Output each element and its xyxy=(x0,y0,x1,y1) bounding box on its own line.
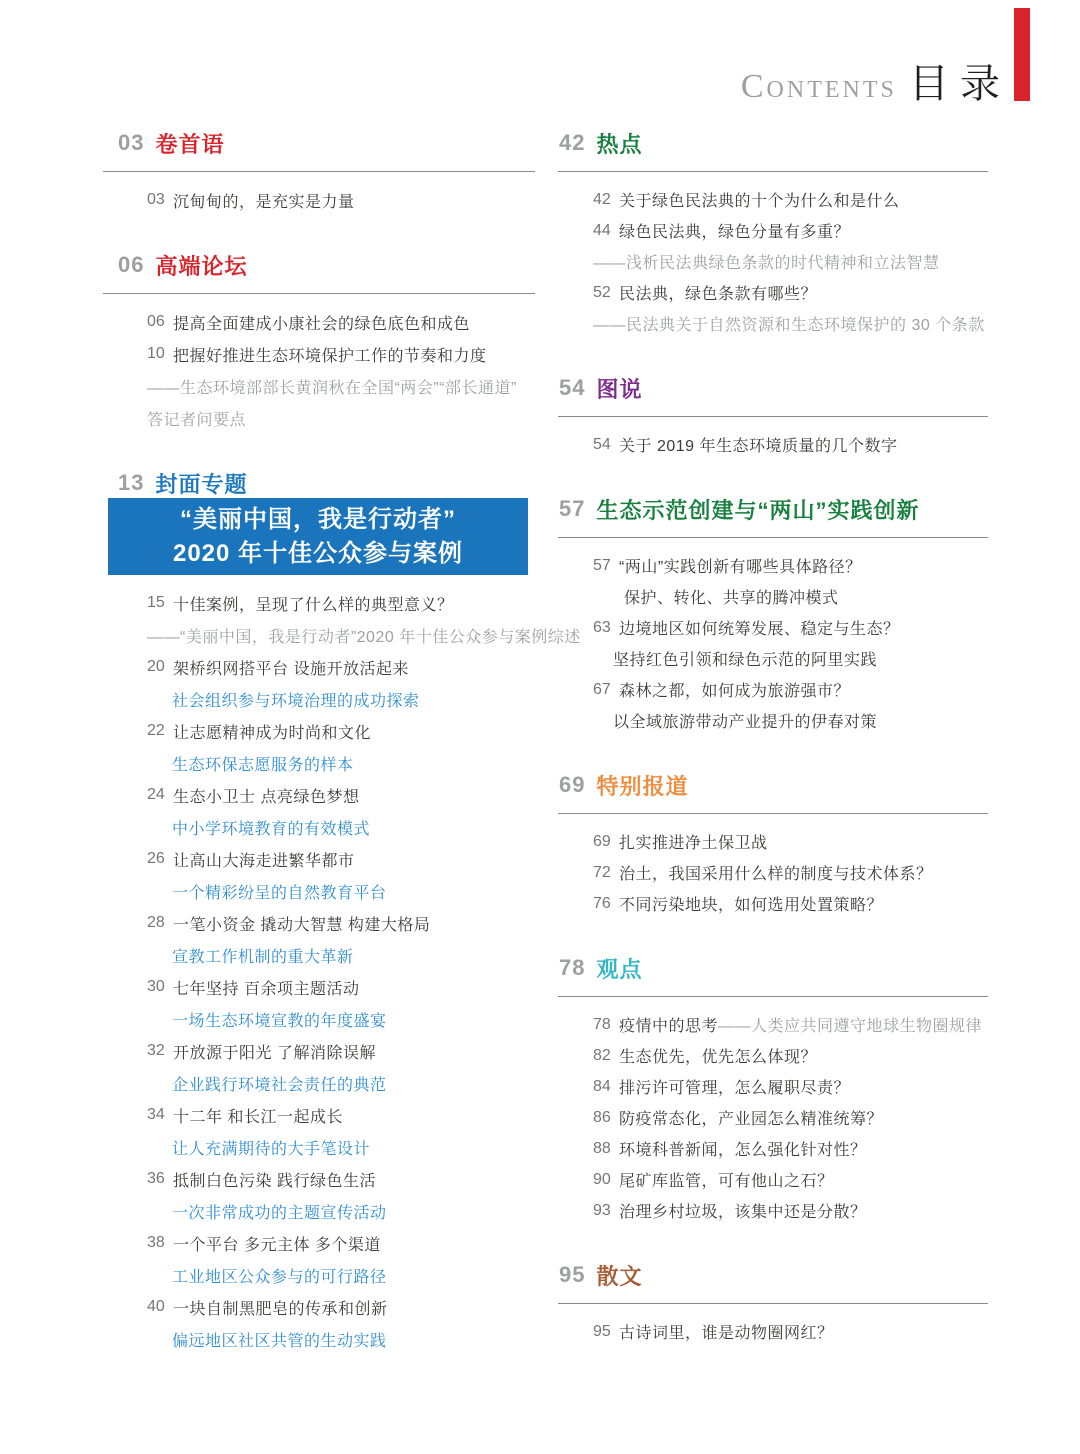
entry-page-number: 24 xyxy=(147,786,165,803)
entry-page-number: 22 xyxy=(147,722,165,739)
toc-entry xyxy=(558,643,988,674)
toc-entry xyxy=(103,587,535,619)
entry-page-number: 84 xyxy=(593,1077,611,1095)
toc-entry xyxy=(103,306,535,338)
toc-entry xyxy=(103,1067,535,1099)
toc-entry xyxy=(558,1316,988,1347)
toc-entry xyxy=(558,857,988,888)
entry-page-number: 90 xyxy=(593,1170,611,1188)
entry-text: 一块自制黑肥皂的传承和创新 xyxy=(173,1300,388,1318)
section-title: 图说 xyxy=(596,376,643,402)
contents-title-zh: 目 录 xyxy=(908,62,1000,106)
entry-page-number: 57 xyxy=(593,556,611,574)
entry-page-number: 93 xyxy=(593,1201,611,1219)
entry-page-number: 10 xyxy=(147,345,165,362)
entry-text: ——民法典关于自然资源和生态环境保护的 30 个条款 xyxy=(593,317,985,334)
entry-text: 疫情中的思考 xyxy=(619,1018,719,1035)
section-header xyxy=(103,468,535,498)
toc-entry xyxy=(558,1133,988,1164)
toc-entry xyxy=(103,1035,535,1067)
section-title: 封面专题 xyxy=(155,471,248,497)
entry-page-number: 69 xyxy=(593,832,611,850)
section-divider xyxy=(558,171,988,172)
entry-text: 坚持红色引领和绿色示范的阿里实践 xyxy=(613,652,878,669)
toc-section xyxy=(558,953,988,1226)
entry-page-number: 20 xyxy=(147,658,165,675)
entry-page-number: 44 xyxy=(593,221,611,239)
toc-entry xyxy=(103,907,535,939)
entry-page-number: 95 xyxy=(593,1322,611,1340)
section-header xyxy=(103,128,535,158)
section-header xyxy=(558,1260,988,1290)
entry-page-number: 82 xyxy=(593,1046,611,1064)
entry-text: 七年坚持 百余项主题活动 xyxy=(173,980,360,998)
entry-text: 保护、转化、共享的腾冲模式 xyxy=(624,590,839,607)
entry-text: 边境地区如何统筹发展、稳定与生态？ xyxy=(619,621,900,638)
entry-text: 社会组织参与环境治理的成功探索 xyxy=(172,692,420,710)
toc-entry xyxy=(558,1195,988,1226)
entry-text: 开放源于阳光 了解消除误解 xyxy=(173,1044,376,1062)
section-page-number: 78 xyxy=(559,955,586,980)
toc-entry xyxy=(558,1102,988,1133)
entry-text: 排污许可管理，怎么履职尽责？ xyxy=(619,1080,851,1097)
toc-section xyxy=(103,128,535,216)
section-header xyxy=(558,373,988,403)
section-page-number: 57 xyxy=(559,496,586,521)
section-title: 生态示范创建与“两山”实践创新 xyxy=(596,497,920,523)
toc-entry xyxy=(558,1040,988,1071)
section-title: 卷首语 xyxy=(155,131,225,157)
section-entries xyxy=(103,306,535,434)
entry-text: 沉甸甸的，是充实是力量 xyxy=(173,193,355,211)
entry-text: 让高山大海走进繁华都市 xyxy=(173,852,355,870)
toc-entry xyxy=(558,888,988,919)
section-header xyxy=(558,953,988,983)
section-entries xyxy=(558,429,988,460)
entry-page-number: 03 xyxy=(147,191,165,208)
entry-text: 十佳案例，呈现了什么样的典型意义？ xyxy=(173,596,454,614)
toc-entry xyxy=(103,619,581,651)
entry-text: 环境科普新闻，怎么强化针对性？ xyxy=(619,1142,867,1159)
entry-page-number: 06 xyxy=(147,313,165,330)
toc-entry xyxy=(558,826,988,857)
toc-entry xyxy=(103,338,535,370)
toc-entry xyxy=(103,939,535,971)
entry-text: “两山”实践创新有哪些具体路径？ xyxy=(619,559,862,576)
toc-entry xyxy=(103,184,535,216)
section-page-number: 54 xyxy=(559,375,586,400)
entry-page-number: 76 xyxy=(593,894,611,912)
entry-text: 抵制白色污染 践行绿色生活 xyxy=(173,1172,376,1190)
entry-page-number: 78 xyxy=(593,1015,611,1033)
section-header xyxy=(558,770,988,800)
entry-page-number: 28 xyxy=(147,914,165,931)
entry-text: 让人充满期待的大手笔设计 xyxy=(172,1140,371,1158)
entry-text: 尾矿库监管，可有他山之石？ xyxy=(619,1173,834,1190)
toc-entry xyxy=(103,1163,535,1195)
section-entries xyxy=(558,1009,988,1226)
section-entries xyxy=(558,1316,988,1347)
entry-text: 十二年 和长江一起成长 xyxy=(173,1108,343,1126)
section-entries xyxy=(558,826,988,919)
entry-text-gray: ——人类应共同遵守地球生物圈规律 xyxy=(718,1018,983,1035)
toc-section xyxy=(558,128,988,339)
entry-text: 工业地区公众参与的可行路径 xyxy=(172,1268,387,1286)
entry-text: 把握好推进生态环境保护工作的节奏和力度 xyxy=(173,347,487,365)
toc-entry xyxy=(103,843,535,875)
toc-entry xyxy=(103,971,535,1003)
toc-entry xyxy=(558,429,988,460)
entry-page-number: 38 xyxy=(147,1234,165,1251)
toc-entry xyxy=(558,277,988,308)
section-header xyxy=(103,250,535,280)
toc-entry xyxy=(103,747,535,779)
entry-page-number: 26 xyxy=(147,850,165,867)
toc-entry xyxy=(103,875,535,907)
entry-text: 生态优先，优先怎么体现？ xyxy=(619,1049,818,1066)
red-accent-bar xyxy=(1014,8,1030,101)
entry-text: 治理乡村垃圾，该集中还是分散？ xyxy=(619,1204,867,1221)
entry-text: ——生态环境部部长黄润秋在全国“两会”“部长通道” xyxy=(147,379,517,397)
entry-page-number: 54 xyxy=(593,435,611,453)
toc-entry xyxy=(103,370,535,402)
toc-section xyxy=(103,250,535,434)
toc-entry xyxy=(558,215,988,246)
entry-text: 一笔小资金 撬动大智慧 构建大格局 xyxy=(173,916,431,934)
section-entries xyxy=(103,184,535,216)
contents-title-en: Contents xyxy=(740,68,897,105)
toc-section xyxy=(558,373,988,460)
entry-page-number: 40 xyxy=(147,1298,165,1315)
entry-text: 防疫常态化，产业园怎么精准统筹？ xyxy=(619,1111,884,1128)
section-title: 高端论坛 xyxy=(155,253,248,279)
section-divider xyxy=(558,996,988,997)
cover-feature-banner xyxy=(108,498,528,575)
entry-page-number: 30 xyxy=(147,978,165,995)
toc-entry xyxy=(558,674,988,705)
entry-text: 关于 2019 年生态环境质量的几个数字 xyxy=(619,438,898,455)
toc-entry xyxy=(103,402,535,434)
toc-section xyxy=(558,494,988,736)
toc-entry xyxy=(558,612,988,643)
entry-text: 以全域旅游带动产业提升的伊春对策 xyxy=(613,714,878,731)
entry-text: 答记者问要点 xyxy=(147,411,247,429)
toc-entry xyxy=(103,779,535,811)
section-title: 观点 xyxy=(596,956,643,982)
toc-entry xyxy=(558,1164,988,1195)
entry-text: 绿色民法典，绿色分量有多重？ xyxy=(619,224,851,241)
toc-entry xyxy=(103,715,535,747)
section-divider xyxy=(558,1303,988,1304)
entry-text: 不同污染地块，如何选用处置策略？ xyxy=(619,897,884,914)
entry-text: 一个精彩纷呈的自然教育平台 xyxy=(172,884,387,902)
entry-text: ——“美丽中国，我是行动者”2020 年十佳公众参与案例综述 xyxy=(147,628,581,646)
entry-page-number: 63 xyxy=(593,618,611,636)
entry-text: 让志愿精神成为时尚和文化 xyxy=(173,724,372,742)
toc-entry xyxy=(103,1323,535,1355)
entry-page-number: 86 xyxy=(593,1108,611,1126)
toc-entry xyxy=(103,1195,535,1227)
entry-page-number: 34 xyxy=(147,1106,165,1123)
section-page-number: 95 xyxy=(559,1262,586,1287)
entry-text: 提高全面建成小康社会的绿色底色和成色 xyxy=(173,315,471,333)
section-title: 热点 xyxy=(596,131,643,157)
banner-line-2: 2020 年十佳公众参与案例 xyxy=(172,539,464,567)
toc-entry xyxy=(558,1009,988,1040)
entry-page-number: 42 xyxy=(593,190,611,208)
entry-page-number: 52 xyxy=(593,283,611,301)
toc-entry xyxy=(103,1099,535,1131)
toc-entry xyxy=(103,1227,535,1259)
entry-text: 企业践行环境社会责任的典范 xyxy=(172,1076,387,1094)
toc-entry xyxy=(103,1291,535,1323)
entry-text: 宣教工作机制的重大革新 xyxy=(172,948,354,966)
entry-text: 中小学环境教育的有效模式 xyxy=(172,820,371,838)
section-title: 特别报道 xyxy=(596,773,689,799)
section-page-number: 03 xyxy=(118,130,145,155)
toc-entry xyxy=(558,308,988,339)
entry-text: 架桥织网搭平台 设施开放活起来 xyxy=(173,660,409,678)
section-divider xyxy=(558,813,988,814)
entry-text: 生态小卫士 点亮绿色梦想 xyxy=(173,788,360,806)
toc-entry xyxy=(103,1131,535,1163)
section-page-number: 13 xyxy=(118,470,145,495)
section-page-number: 69 xyxy=(559,772,586,797)
entry-page-number: 32 xyxy=(147,1042,165,1059)
entry-text: 治土，我国采用什么样的制度与技术体系？ xyxy=(619,866,933,883)
section-header xyxy=(558,494,988,524)
toc-entry xyxy=(103,683,535,715)
entry-text: 一个平台 多元主体 多个渠道 xyxy=(173,1236,381,1254)
entry-text: 扎实推进净土保卫战 xyxy=(619,835,768,852)
entry-text: 一场生态环境宣教的年度盛宴 xyxy=(172,1012,387,1030)
toc-entry xyxy=(558,1071,988,1102)
section-divider xyxy=(103,171,535,172)
toc-entry xyxy=(558,550,988,581)
entry-text: 古诗词里，谁是动物圈网红？ xyxy=(619,1325,834,1342)
section-page-number: 06 xyxy=(118,252,145,277)
right-column xyxy=(558,0,988,1381)
toc-section xyxy=(558,770,988,919)
toc-entry xyxy=(103,811,535,843)
entry-text: 森林之都，如何成为旅游强市？ xyxy=(619,683,851,700)
toc-entry xyxy=(558,184,988,215)
toc-entry xyxy=(103,1259,535,1291)
toc-entry xyxy=(558,246,988,277)
toc-entry xyxy=(103,651,535,683)
entry-page-number: 36 xyxy=(147,1170,165,1187)
toc-entry xyxy=(558,581,988,612)
section-header xyxy=(558,128,988,158)
toc-entry xyxy=(558,705,988,736)
section-page-number: 42 xyxy=(559,130,586,155)
section-title: 散文 xyxy=(596,1263,643,1289)
entry-text: 生态环保志愿服务的样本 xyxy=(172,756,354,774)
entry-text: 民法典，绿色条款有哪些？ xyxy=(619,286,818,303)
section-entries xyxy=(558,550,988,736)
section-divider xyxy=(103,293,535,294)
toc-section xyxy=(558,1260,988,1347)
section-divider xyxy=(558,416,988,417)
entry-text: 一次非常成功的主题宣传活动 xyxy=(172,1204,387,1222)
toc-entry xyxy=(103,1003,535,1035)
entry-text: 偏远地区社区共管的生动实践 xyxy=(172,1332,387,1350)
entry-page-number: 72 xyxy=(593,863,611,881)
banner-line-1: “美丽中国，我是行动者” xyxy=(180,505,456,533)
entry-page-number: 15 xyxy=(147,594,165,611)
entry-text: ——浅析民法典绿色条款的时代精神和立法智慧 xyxy=(593,255,940,272)
section-divider xyxy=(558,537,988,538)
entry-page-number: 88 xyxy=(593,1139,611,1157)
section-entries xyxy=(558,184,988,339)
entry-text: 关于绿色民法典的十个为什么和是什么 xyxy=(619,193,900,210)
entry-page-number: 67 xyxy=(593,680,611,698)
